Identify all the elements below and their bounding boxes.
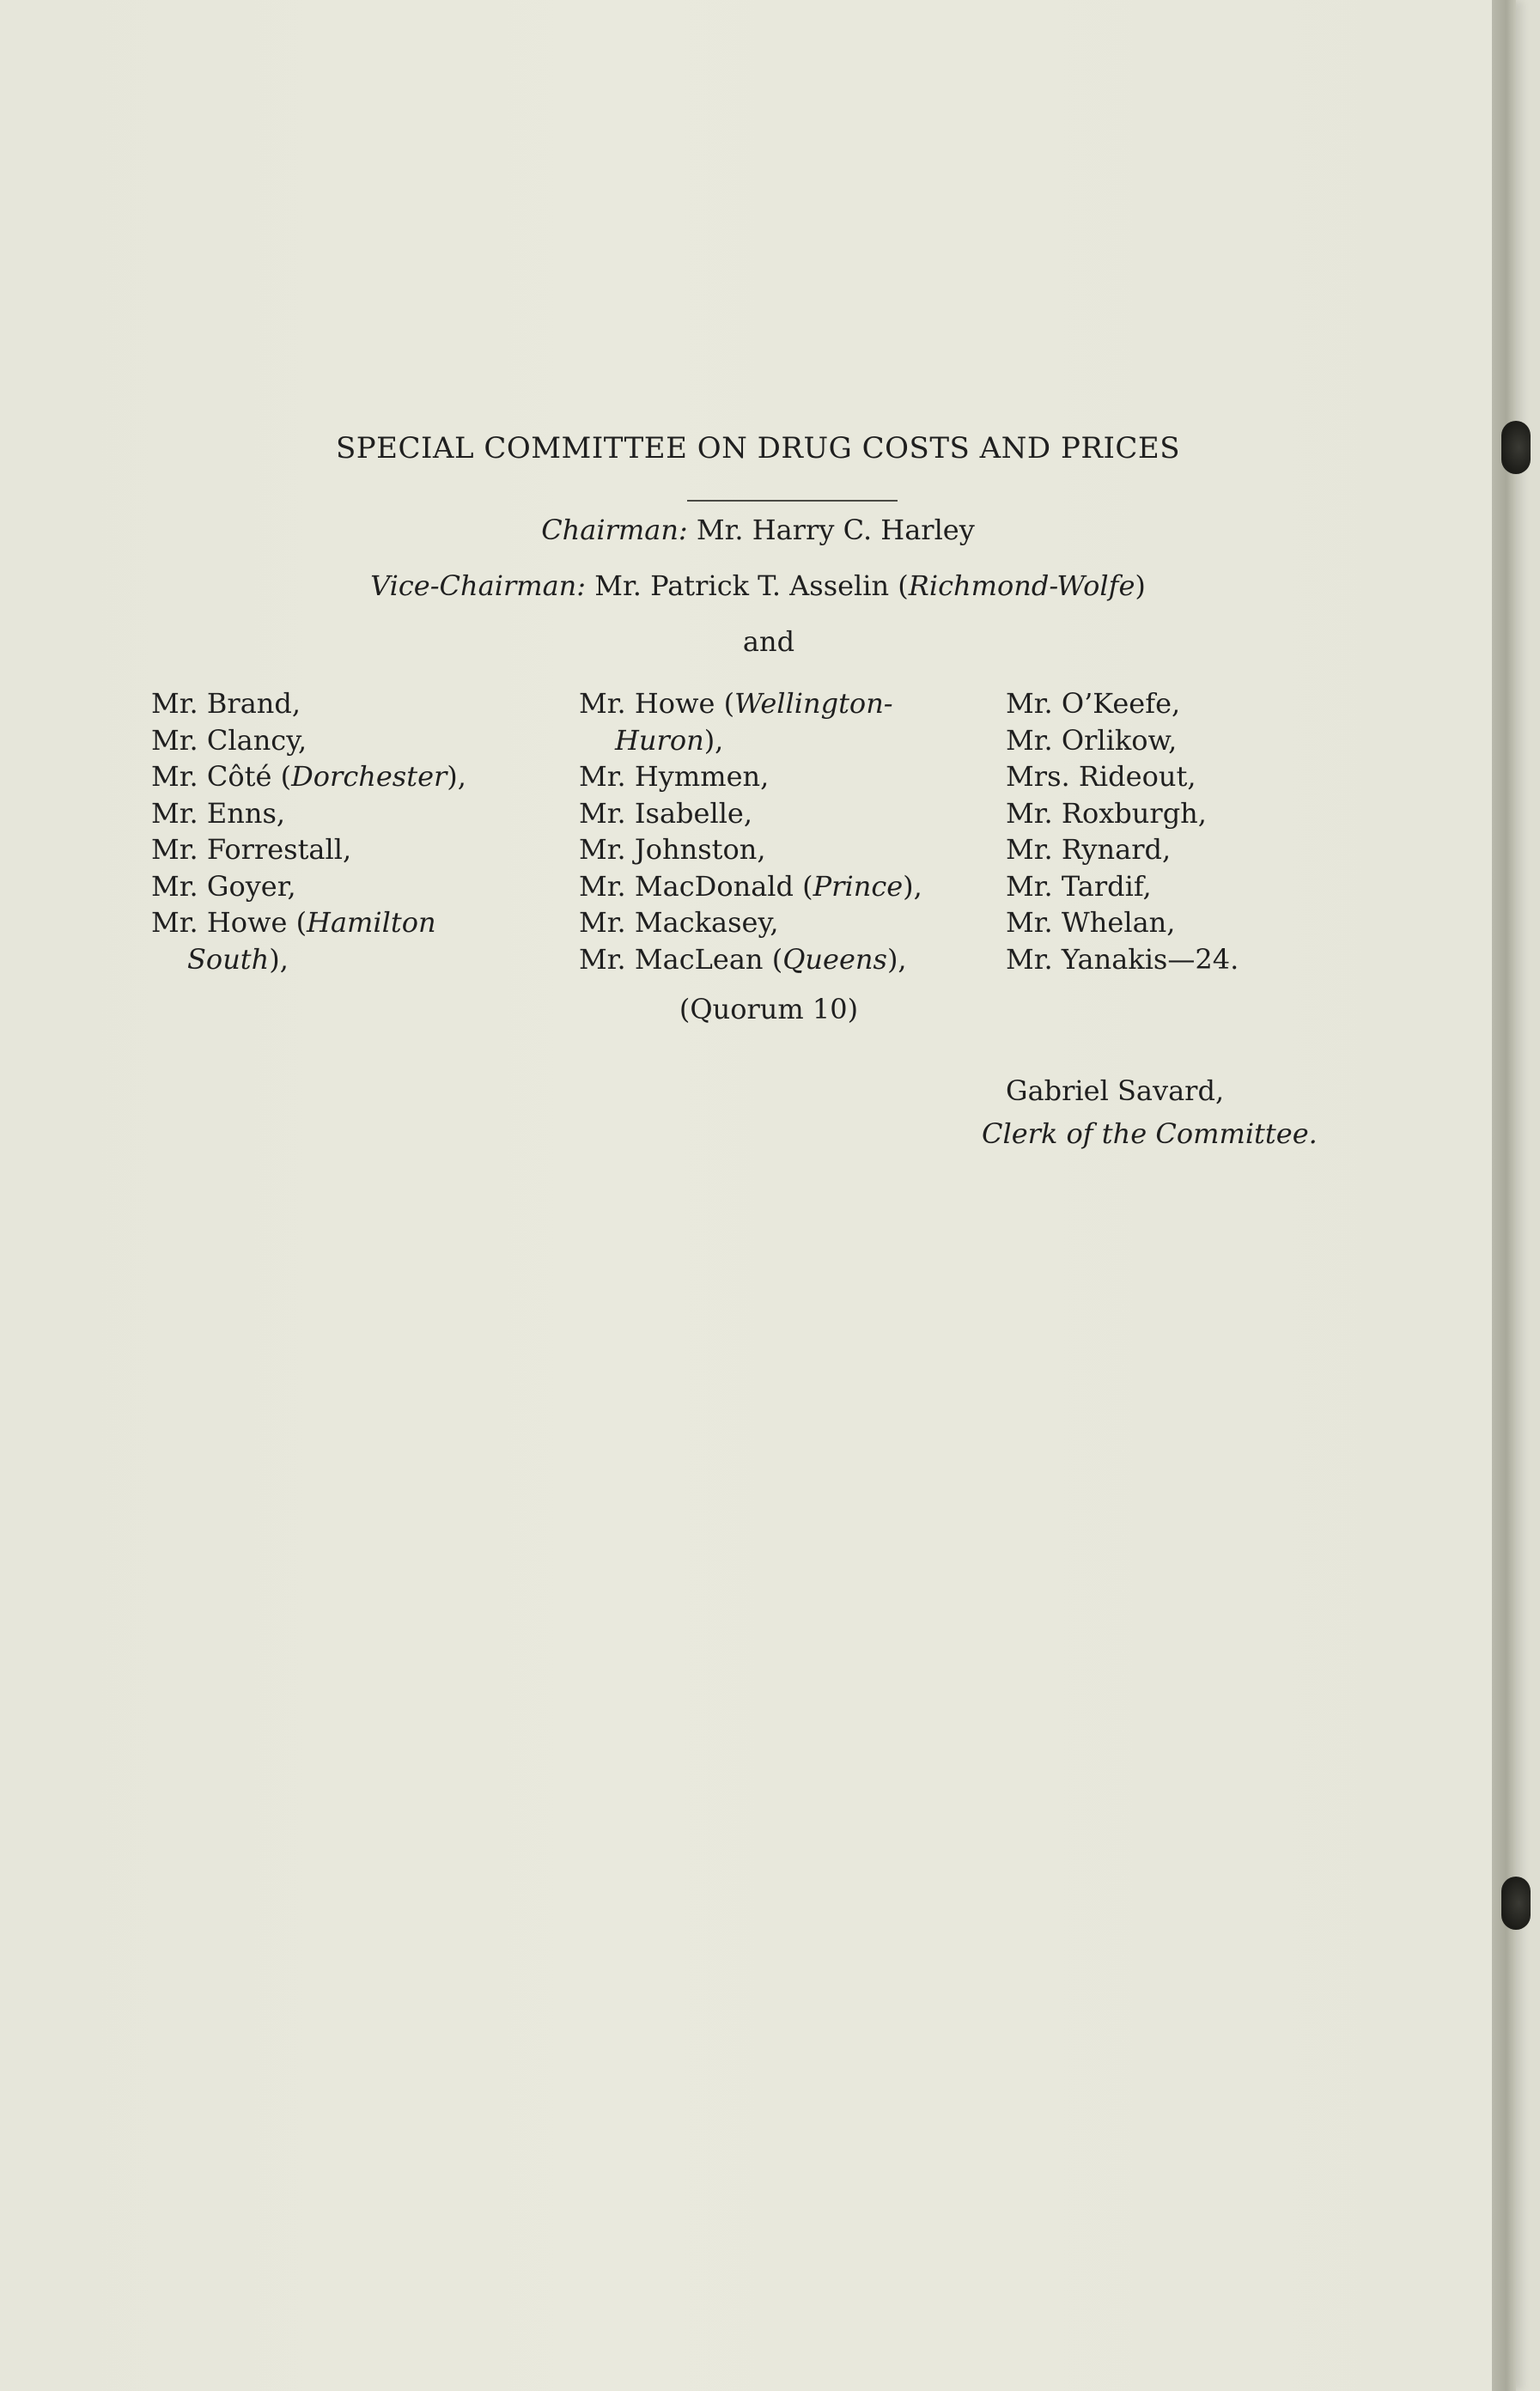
member-howe-wellington-name: Mr. Howe (: [579, 687, 735, 720]
member-cote-riding: Dorchester: [291, 760, 447, 793]
quorum-text: (Quorum 10): [679, 993, 859, 1025]
member-goyer: Mr. Goyer,: [151, 869, 296, 903]
member-macdonald: [579, 868, 922, 905]
page-edge: [1492, 0, 1516, 2391]
member-orlikow: Mr. Orlikow,: [1006, 723, 1178, 757]
member-howe-hamilton-riding-cont: South: [187, 942, 270, 976]
member-cote: [151, 758, 466, 795]
clerk-title: Clerk of the Committee.: [982, 1117, 1318, 1150]
member-howe-wellington-cont: [579, 722, 922, 759]
vice-chairman-line: [0, 569, 1516, 602]
member-clancy: Mr. Clancy,: [151, 723, 307, 757]
vice-chairman-label: Vice-Chairman:: [370, 569, 587, 602]
member-macdonald-name: Mr. MacDonald (: [579, 869, 813, 903]
member-enns: Mr. Enns,: [151, 796, 286, 830]
member-maclean: [579, 941, 922, 978]
member-howe-wellington-riding: Wellington-: [734, 687, 893, 720]
member-howe-hamilton-name: Mr. Howe (: [151, 906, 307, 939]
member-howe-hamilton-cont: [151, 941, 466, 978]
member-howe-wellington: [579, 685, 922, 722]
member-rynard: Mr. Rynard,: [1006, 833, 1172, 866]
title-divider: [687, 500, 898, 502]
member-hymmen: Mr. Hymmen,: [579, 760, 770, 793]
binder-ring-bottom-icon: [1501, 1877, 1531, 1930]
member-howe-wellington-riding-cont: Huron: [615, 723, 704, 757]
member-mackasey: Mr. Mackasey,: [579, 906, 779, 939]
members-column-1: [151, 685, 466, 977]
member-whelan: Mr. Whelan,: [1006, 906, 1176, 939]
member-cote-name: Mr. Côté (: [151, 760, 292, 793]
chairman-name: Mr. Harry C. Harley: [687, 514, 975, 546]
member-cote-close: ),: [447, 760, 466, 793]
member-macdonald-riding: Prince: [813, 869, 904, 903]
clerk-signature: [982, 1069, 1318, 1155]
chairman-line: [0, 514, 1516, 546]
member-howe-hamilton: [151, 904, 466, 941]
member-maclean-riding: Queens: [782, 942, 887, 976]
member-johnston: Mr. Johnston,: [579, 833, 766, 866]
member-brand: Mr. Brand,: [151, 687, 301, 720]
committee-title: SPECIAL COMMITTEE ON DRUG COSTS AND PRICES: [335, 431, 1181, 465]
member-howe-hamilton-riding: Hamilton: [307, 906, 436, 939]
chairman-label: Chairman:: [541, 514, 688, 546]
member-roxburgh: Mr. Roxburgh,: [1006, 796, 1207, 830]
vice-chairman-name: Mr. Patrick T. Asselin (: [586, 569, 909, 602]
member-rideout: Mrs. Rideout,: [1006, 760, 1196, 793]
member-macdonald-close: ),: [903, 869, 922, 903]
member-okeefe: Mr. O’Keefe,: [1006, 687, 1181, 720]
vice-chairman-close: ): [1135, 569, 1146, 602]
member-maclean-name: Mr. MacLean (: [579, 942, 783, 976]
member-howe-hamilton-close: ),: [269, 942, 289, 976]
members-column-3: [1006, 685, 1239, 977]
vice-chairman-riding: Richmond-Wolfe: [908, 569, 1135, 602]
member-yanakis: Mr. Yanakis—24.: [1006, 942, 1239, 976]
clerk-name: Gabriel Savard,: [1006, 1074, 1225, 1107]
member-isabelle: Mr. Isabelle,: [579, 796, 753, 830]
member-tardif: Mr. Tardif,: [1006, 869, 1152, 903]
member-forrestall: Mr. Forrestall,: [151, 833, 352, 866]
member-maclean-close: ),: [886, 942, 907, 976]
member-howe-wellington-close: ),: [703, 723, 724, 757]
members-column-2: [579, 685, 922, 977]
and-text: and: [742, 625, 795, 658]
